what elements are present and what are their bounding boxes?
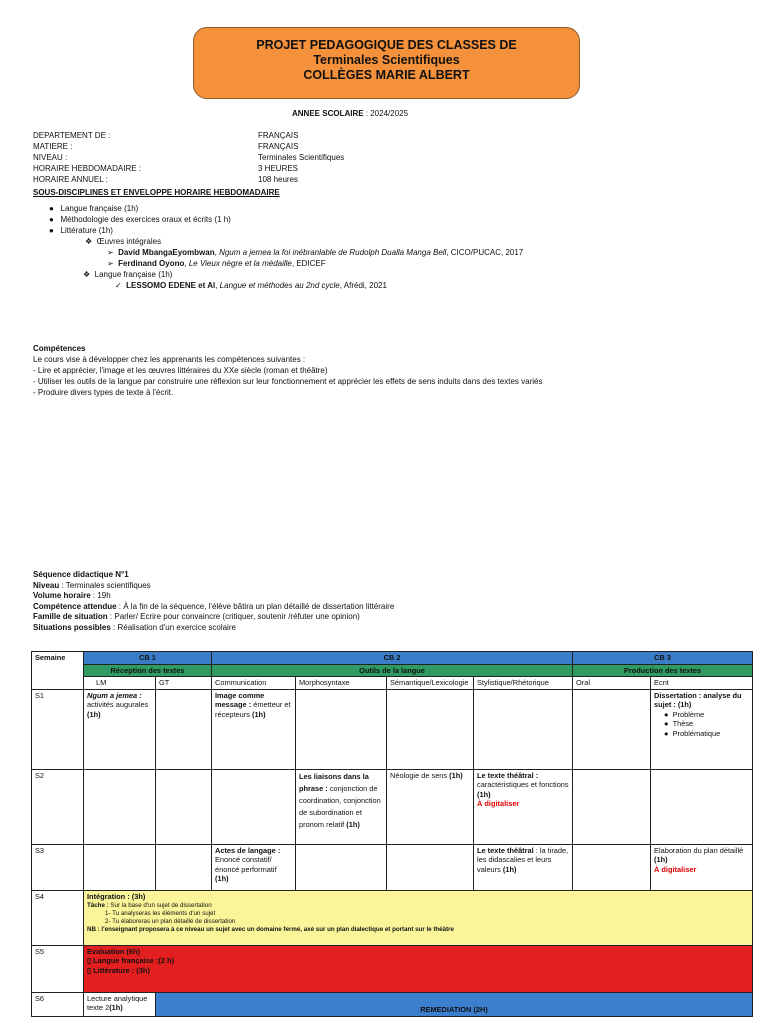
table-cell bbox=[296, 689, 387, 769]
cell-hours: (1h) bbox=[215, 874, 229, 883]
column-header: Sémantique/Lexicologie bbox=[387, 677, 474, 690]
production-header: Production des textes bbox=[573, 664, 753, 677]
bullet-icon: ● bbox=[49, 215, 61, 224]
sequence-label: Niveau bbox=[33, 580, 60, 590]
cb2-header: CB 2 bbox=[212, 652, 573, 665]
column-header: Ecrit bbox=[651, 677, 753, 690]
competences bbox=[33, 343, 753, 398]
cell-bold: Dissertation : analyse du sujet : (1h) bbox=[654, 690, 742, 709]
sequence-row bbox=[33, 591, 753, 602]
list-item bbox=[49, 225, 753, 236]
info-label: MATIERE : bbox=[33, 142, 73, 151]
cell-text: Enoncé constatif/ énoncé performatif bbox=[215, 855, 277, 874]
info-row bbox=[33, 152, 473, 163]
table-row bbox=[32, 844, 753, 890]
cell-text: activités augurales bbox=[87, 700, 149, 709]
reference-item: ➢ David MbangaEyombwan, Ngum a jemea la foi inébranlable de Rudolph Dualla Manga Bell, CICO/PUCAC, 2017 bbox=[107, 248, 524, 257]
table-cell bbox=[84, 844, 156, 890]
table-row bbox=[32, 689, 753, 769]
sequence-label: Situations possibles bbox=[33, 622, 111, 632]
reference-item: ➢ Ferdinand Oyono, Le Vieux nègre et la médaille, EDICEF bbox=[107, 259, 326, 268]
outils-header: Outils de la langue bbox=[212, 664, 573, 677]
table-header-row bbox=[32, 652, 753, 665]
sequence-table bbox=[31, 651, 753, 1017]
sequence-value: : Réalisation d'un exercice scolaire bbox=[110, 622, 236, 632]
info-label: HORAIRE HEBDOMADAIRE : bbox=[33, 164, 142, 173]
tache-text: Sur la base d'un sujet de dissertation bbox=[108, 901, 212, 909]
sequence-row bbox=[33, 623, 753, 634]
table-cell bbox=[156, 844, 212, 890]
table-header-row bbox=[32, 677, 753, 690]
banner-line-2: Terminales Scientifiques bbox=[313, 53, 460, 67]
sequence-title: Séquence didactique N°1 bbox=[33, 570, 129, 579]
sequence-value: : À la fin de la séquence, l'élève bâtira un plan détaillé de dissertation littéraire bbox=[116, 601, 395, 611]
competence-item: - Lire et apprécier, l'image et les œuvres littéraires du XXe siècle (roman et théâtre) bbox=[33, 366, 328, 375]
annee-scolaire bbox=[292, 108, 408, 119]
semaine-header: Semaine bbox=[32, 652, 84, 690]
cell-hours: (1h) bbox=[87, 709, 101, 719]
table-cell bbox=[474, 844, 573, 890]
column-header: Stylistique/Rhétorique bbox=[474, 677, 573, 690]
table-cell bbox=[296, 844, 387, 890]
integration-cell bbox=[84, 890, 753, 945]
cell-bold: Le texte théâtral bbox=[477, 845, 534, 855]
sous-list bbox=[33, 203, 753, 291]
table-cell bbox=[474, 769, 573, 844]
list-item bbox=[49, 269, 753, 280]
list-item bbox=[49, 203, 753, 214]
sequence-label: Compétence attendue bbox=[33, 601, 117, 611]
banner-line-1: PROJET PEDAGOGIQUE DES CLASSES DE bbox=[256, 38, 517, 52]
info-value: 3 HEURES bbox=[258, 164, 299, 173]
arrow-icon: ➢ bbox=[107, 259, 119, 268]
competence-item: - Produire divers types de texte à l'écrit. bbox=[33, 388, 174, 397]
cb3-header: CB 3 bbox=[573, 652, 753, 665]
reference-publisher: , EDICEF bbox=[291, 259, 326, 268]
cell-bold: Actes de langage : bbox=[215, 845, 281, 855]
cell-bold: Les liaisons dans la phrase : bbox=[299, 771, 369, 793]
evaluation-cell bbox=[84, 945, 753, 992]
cell-bold: Le texte théâtral : bbox=[477, 770, 539, 780]
cell-text: Néologie de sens bbox=[390, 770, 450, 780]
reference-author: David MbangaEyombwan bbox=[118, 248, 215, 257]
table-cell bbox=[387, 769, 474, 844]
info-value: FRANÇAIS bbox=[258, 131, 299, 140]
sequence-row bbox=[33, 602, 753, 613]
info-row bbox=[33, 141, 473, 152]
info-label: HORAIRE ANNUEL : bbox=[33, 175, 108, 184]
table-cell bbox=[84, 689, 156, 769]
banner-line-3: COLLÈGES MARIE ALBERT bbox=[303, 68, 470, 82]
list-item: 2- Tu élaboreras un plan détaillé de dissertation bbox=[105, 917, 236, 925]
checkmark-icon: ✓ bbox=[115, 281, 127, 290]
bullet-icon: ● bbox=[49, 204, 61, 213]
table-row bbox=[32, 945, 753, 992]
reference-publisher: , CICO/PUCAC, 2017 bbox=[446, 248, 524, 257]
table-cell bbox=[651, 769, 753, 844]
competences-intro: Le cours vise à développer chez les apprenants les compétences suivantes : bbox=[33, 355, 306, 364]
reference-author: Ferdinand Oyono bbox=[118, 259, 185, 268]
list-item-text: Problème bbox=[672, 709, 705, 719]
reference-item: ✓ LESSOMO EDENE et Al, Langue et méthodes au 2nd cycle, Afrédi, 2021 bbox=[115, 281, 387, 290]
cell-bold: Image comme message : bbox=[215, 690, 265, 709]
cell-text: : la tirade, les didascalies et leurs valeurs bbox=[477, 845, 569, 874]
checkbox-icon: ▯ bbox=[87, 965, 94, 975]
list-item: ● Problématique bbox=[664, 728, 721, 738]
table-cell bbox=[156, 769, 212, 844]
sequence-row bbox=[33, 612, 753, 623]
sequence-value: : 19h bbox=[90, 591, 111, 600]
list-item bbox=[49, 214, 753, 225]
table-cell bbox=[474, 689, 573, 769]
competence-item: - Utiliser les outils de la langue par construire une réflexion sur leur fonctionnement et apprécier les effets de sens induits dans des textes variés bbox=[33, 377, 543, 386]
reference-title: Le Vieux nègre et la médaille bbox=[188, 259, 292, 268]
cell-text: caractéristiques et fonctions bbox=[477, 780, 569, 789]
tache-line bbox=[87, 902, 749, 910]
table-row bbox=[32, 769, 753, 844]
cell-text: Lecture analytique texte 2 bbox=[87, 993, 148, 1012]
table-cell bbox=[84, 769, 156, 844]
bullet-icon: ● bbox=[49, 226, 61, 235]
cell-hours: (1h) bbox=[346, 819, 360, 829]
integration-title: Intégration : (3h) bbox=[87, 891, 146, 901]
list-item-text: Méthodologie des exercices oraux et écrits (1 h) bbox=[60, 215, 231, 224]
sequence-label: Volume horaire bbox=[33, 591, 91, 600]
sequence-info bbox=[33, 570, 753, 633]
table-cell bbox=[156, 689, 212, 769]
info-label: NIVEAU : bbox=[33, 153, 68, 162]
list-item-text: Littérature (1h) bbox=[60, 226, 113, 235]
list-item-text: Thèse bbox=[672, 719, 694, 728]
title-banner bbox=[193, 27, 580, 99]
info-label: DEPARTEMENT DE : bbox=[33, 131, 111, 140]
cell-hours: (1h) bbox=[251, 709, 266, 719]
sequence-label: Famille de situation bbox=[33, 612, 108, 621]
table-cell bbox=[296, 769, 387, 844]
week-label: S5 bbox=[32, 945, 84, 992]
cell-hours: (1h) bbox=[109, 1003, 123, 1012]
table-cell bbox=[651, 689, 753, 769]
digitaliser-note: À digitaliser bbox=[477, 799, 520, 808]
table-cell bbox=[573, 689, 651, 769]
week-label: S4 bbox=[32, 890, 84, 945]
cell-hours: (1h) bbox=[502, 864, 517, 874]
reference-publisher: , Afrédi, 2021 bbox=[339, 281, 387, 290]
list-item: ● Thèse bbox=[664, 719, 694, 728]
cell-text: émetteur et récepteurs bbox=[215, 700, 291, 719]
reference-author: LESSOMO EDENE et Al bbox=[126, 281, 216, 290]
reference-title: Ngum a jemea la foi inébranlable de Rudolph Dualla Manga Bell bbox=[219, 248, 447, 257]
cell-text: conjonction de coordination, conjonction de subordination et pronom relatif bbox=[299, 783, 381, 829]
table-cell bbox=[212, 769, 296, 844]
cell-hours: (1h) bbox=[449, 770, 463, 780]
reception-header: Réception des textes bbox=[84, 664, 212, 677]
info-row bbox=[33, 163, 473, 174]
diamond-icon: ❖ bbox=[83, 270, 95, 279]
table-cell bbox=[387, 844, 474, 890]
sous-title: SOUS-DISCIPLINES ET ENVELOPPE HORAIRE HEBDOMADAIRE bbox=[33, 188, 280, 197]
column-header: LM bbox=[84, 677, 156, 690]
arrow-icon: ➢ bbox=[107, 248, 119, 257]
week-label: S3 bbox=[32, 844, 84, 890]
evaluation-item-text: Littérature : (3h) bbox=[93, 965, 150, 975]
cell-hours: (1h) bbox=[477, 789, 491, 799]
table-cell bbox=[212, 689, 296, 769]
info-value: Terminales Scientifiques bbox=[258, 153, 345, 162]
table-row bbox=[32, 992, 753, 1016]
column-header: GT bbox=[156, 677, 212, 690]
list-item-text: Œuvres intégrales bbox=[96, 237, 162, 246]
week-label: S1 bbox=[32, 689, 84, 769]
info-row bbox=[33, 174, 473, 185]
info-value: FRANÇAIS bbox=[258, 142, 299, 151]
digitaliser-note: À digitaliser bbox=[654, 864, 697, 874]
table-cell bbox=[573, 844, 651, 890]
list-item-text: Langue française (1h) bbox=[94, 270, 173, 279]
list-item-text: Langue française (1h) bbox=[60, 204, 139, 213]
nb-note: NB : l'enseignant proposera à ce niveau un sujet avec un domaine fermé, axé sur un plan dialectique et portant sur le théâtre bbox=[87, 925, 454, 933]
table-cell bbox=[387, 689, 474, 769]
table-cell bbox=[84, 992, 156, 1016]
table-row bbox=[32, 890, 753, 945]
sous-disciplines bbox=[33, 187, 753, 291]
list-item: ● Problème bbox=[664, 709, 705, 719]
week-label: S2 bbox=[32, 769, 84, 844]
info-row bbox=[33, 130, 473, 141]
list-item-text: Problématique bbox=[672, 728, 721, 738]
list-item: 1- Tu analyseras les éléments d'un sujet bbox=[105, 909, 216, 917]
evaluation-item bbox=[87, 966, 749, 976]
info-block bbox=[33, 130, 473, 185]
checkbox-icon: ▯ bbox=[87, 956, 94, 965]
reference-title: Langue et méthodes au 2nd cycle bbox=[219, 281, 340, 290]
table-cell bbox=[212, 844, 296, 890]
cell-bold: Ngum a jemea : bbox=[87, 690, 142, 700]
cell-hours: (1h) bbox=[654, 855, 668, 864]
evaluation-item bbox=[87, 956, 749, 966]
table-header-row bbox=[32, 664, 753, 677]
list-item bbox=[49, 236, 753, 247]
sequence-value: : Parler/ Ecrire pour convaincre (critiquer, soutenir /réfuter une opinion) bbox=[107, 612, 360, 621]
column-header: Communication bbox=[212, 677, 296, 690]
evaluation-title: Evaluation (6h) bbox=[87, 946, 140, 956]
week-label: S6 bbox=[32, 992, 84, 1016]
cell-text: Elaboration du plan détaillé bbox=[654, 845, 744, 855]
annee-label: ANNEE SCOLAIRE bbox=[292, 109, 364, 118]
diamond-icon: ❖ bbox=[85, 237, 97, 246]
column-header: Oral bbox=[573, 677, 651, 690]
sequence-row bbox=[33, 581, 753, 592]
cb1-header: CB 1 bbox=[84, 652, 212, 665]
info-value: 108 heures bbox=[258, 175, 299, 184]
column-header: Morphosyntaxe bbox=[296, 677, 387, 690]
tache-label: Tâche : bbox=[87, 901, 109, 909]
evaluation-item-text: Langue française :(2 h) bbox=[93, 956, 175, 965]
competences-title: Compétences bbox=[33, 344, 86, 353]
table-cell bbox=[573, 769, 651, 844]
sequence-value: : Terminales scientifiques bbox=[59, 580, 151, 590]
remediation-cell: REMEDIATION (2H) bbox=[156, 992, 753, 1016]
table-cell bbox=[651, 844, 753, 890]
annee-value: : 2024/2025 bbox=[363, 109, 409, 118]
